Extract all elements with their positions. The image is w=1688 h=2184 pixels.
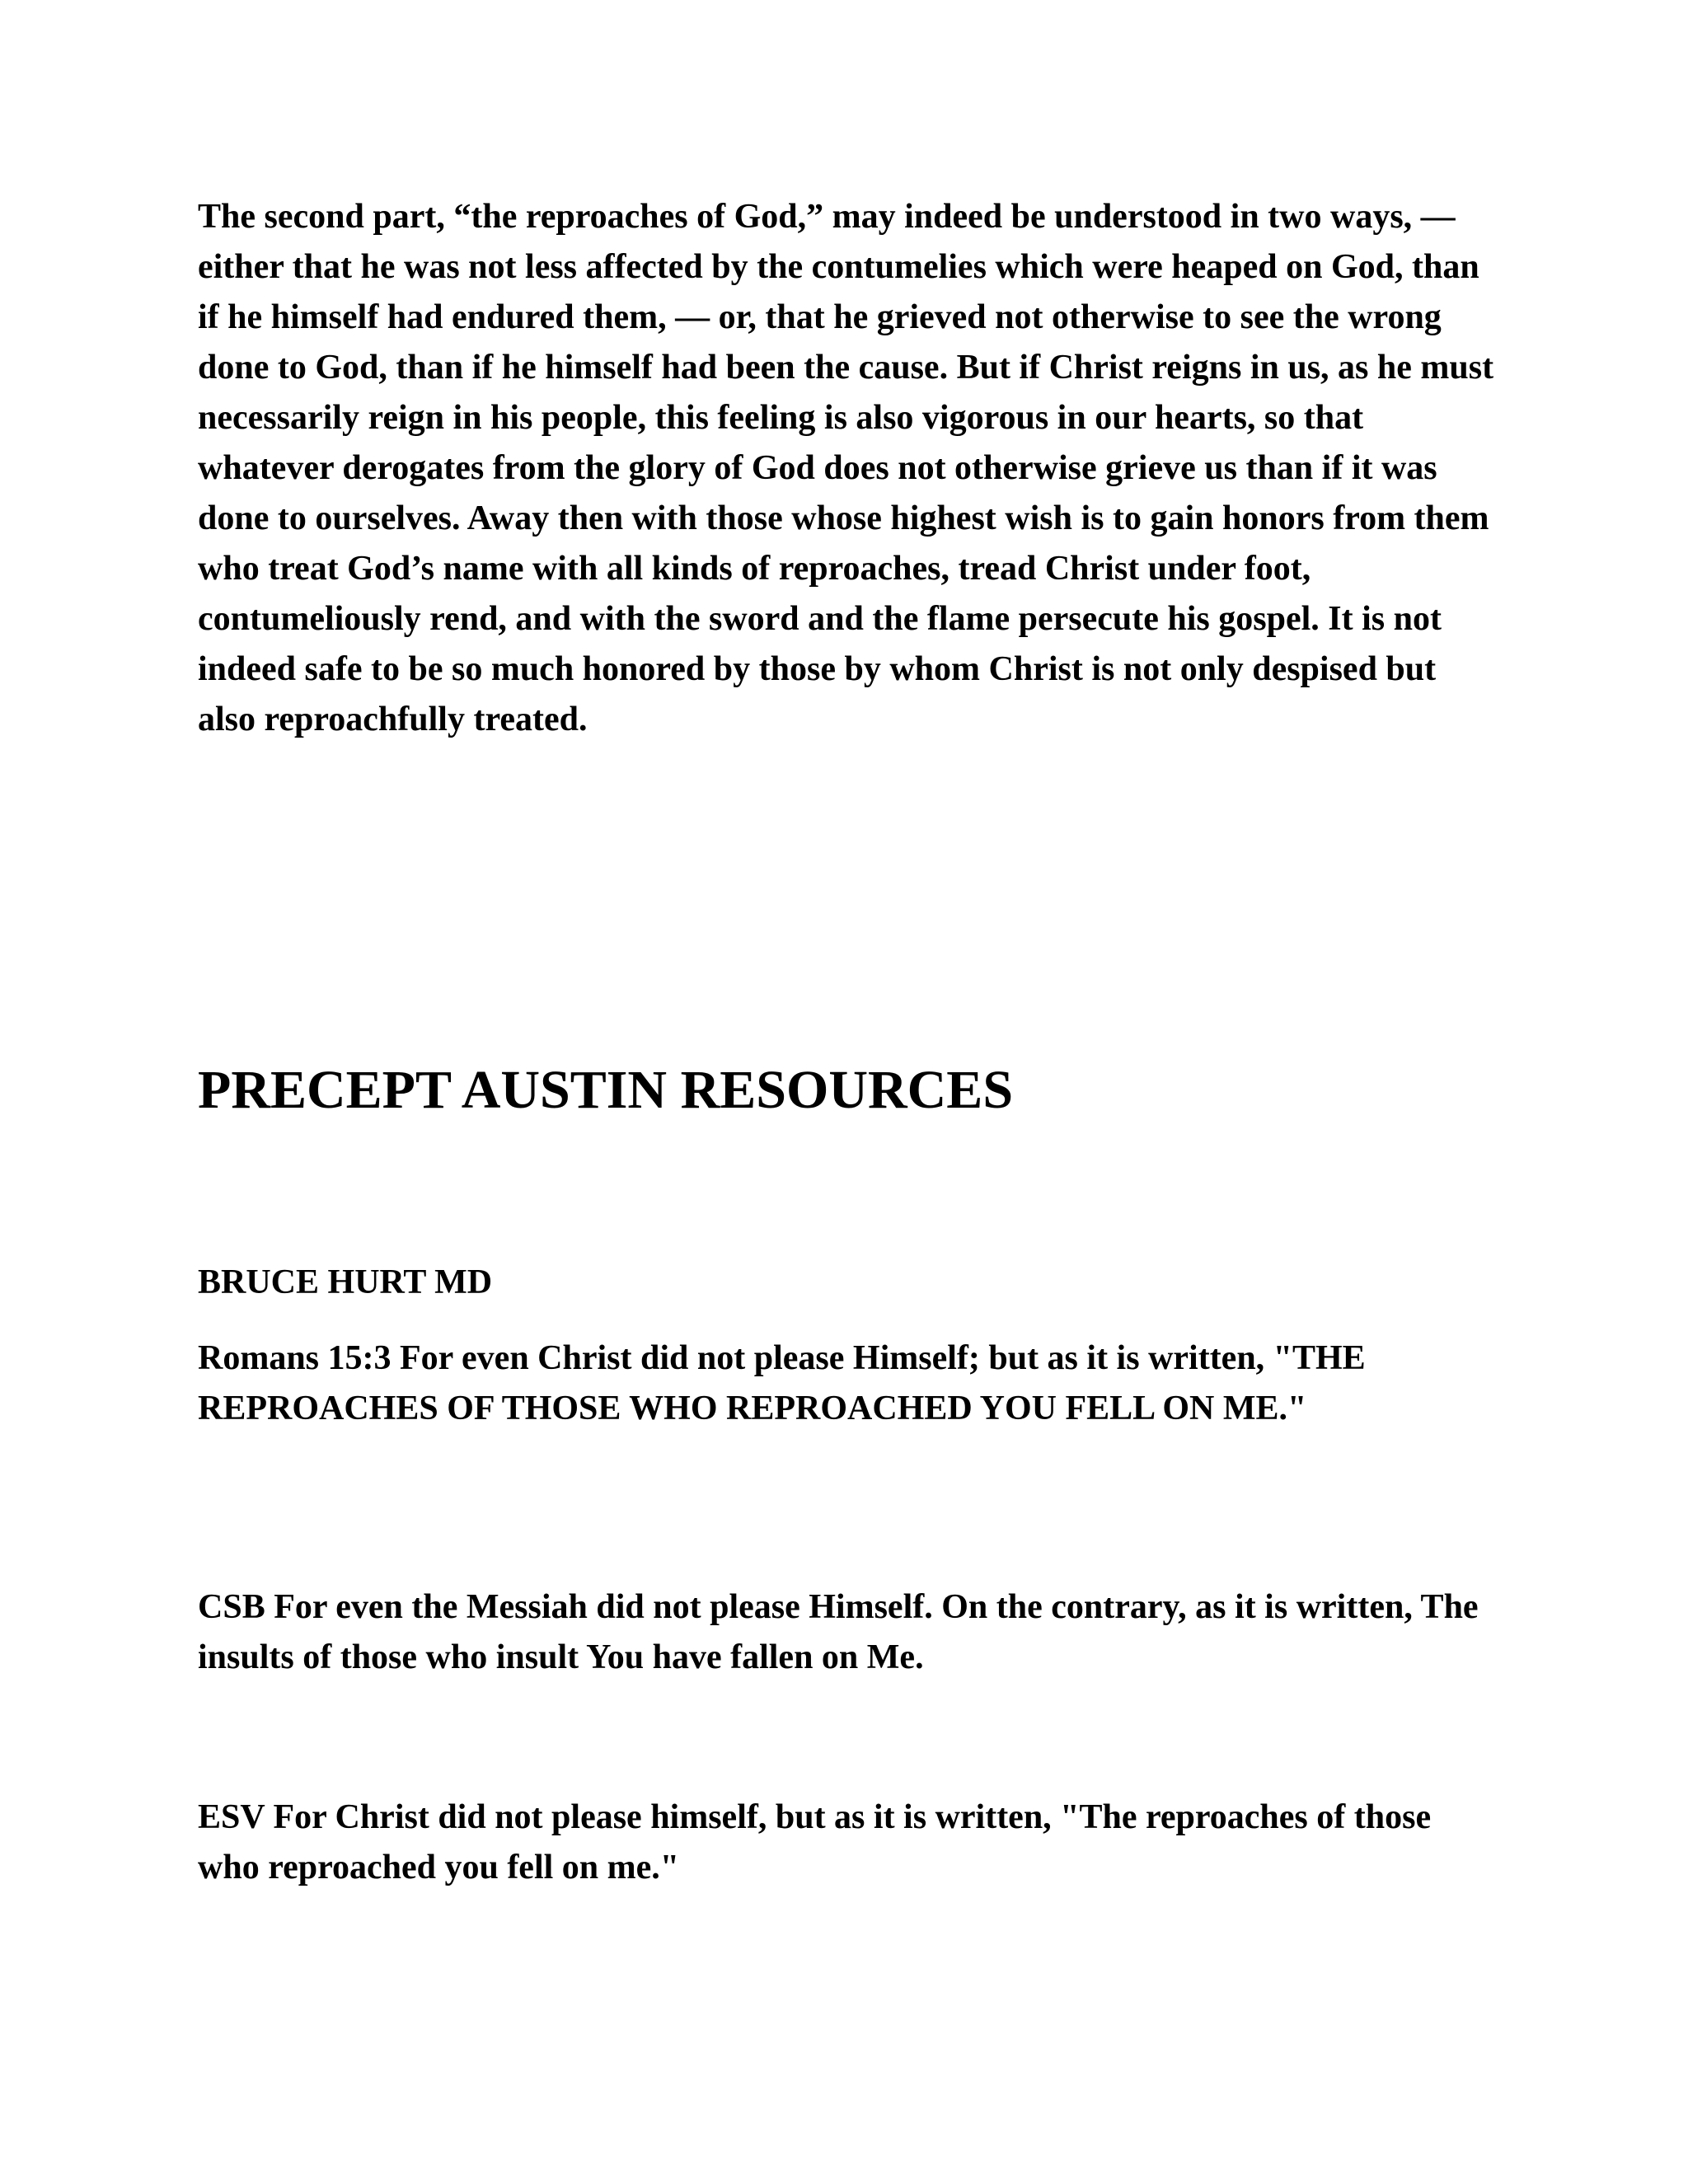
verse-esv: ESV For Christ did not please himself, but as it is written, "The reproaches of those who reproached you fell on me." [198,1798,1432,1886]
verse-romans-15-3: Romans 15:3 For even Christ did not please Himself; but as it is written, "THE REPROACHES OF THOSE WHO REPROACHED YOU FELL ON ME." [198,1339,1366,1427]
commentary-paragraph: The second part, “the reproaches of God,” may indeed be understood in two ways, — either that he was not less affected by the contumelies which were heaped on God, than if he himself had endured them, — or, that he grieved not otherwise to see the wrong done to God, than if he himself had been the cause. But if Christ reigns in us, as he must necessarily reign in his people, this feeling is also vigorous in our hearts, so that whatever derogates from the glory of God does not otherwise grieve us than if it was done to ourselves. Away then with those whose highest wish is to gain honors from them who treat God’s name with all kinds of reproaches, tread Christ under foot, contumeliously rend, and with the sword and the flame persecute his gospel. It is not indeed safe to be so much honored by those by whom Christ is not only despised but also reproachfully treated. [198,198,1494,738]
section-heading: PRECEPT AUSTIN RESOURCES [198,1060,1014,1120]
author-name: BRUCE HURT MD [198,1263,493,1301]
verse-csb: CSB For even the Messiah did not please Himself. On the contrary, as it is written, The insults of those who insult You have fallen on Me. [198,1588,1479,1676]
